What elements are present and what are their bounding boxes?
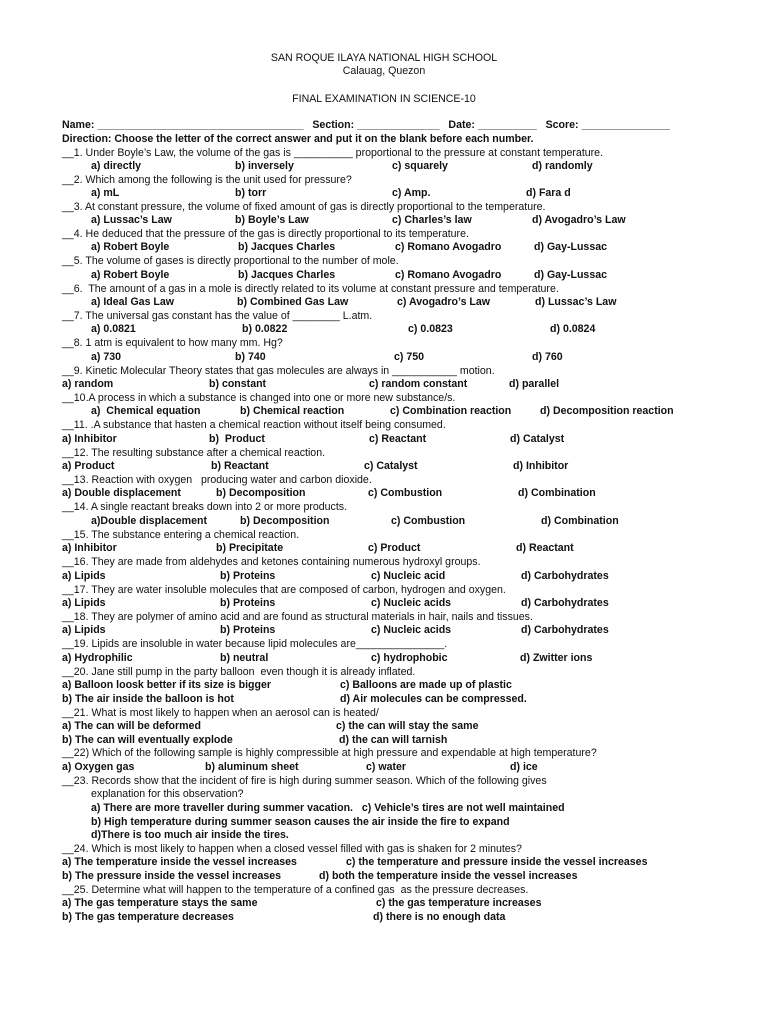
answer-option: a) Ideal Gas Law	[91, 296, 175, 308]
question-text: __20. Jane still pump in the party balloon even though it is already inflated.	[62, 666, 416, 678]
answer-option: b) Proteins	[220, 624, 276, 636]
answer-option: d)There is too much air inside the tires.	[91, 829, 289, 841]
answer-option: b) The can will eventually explode	[62, 734, 233, 746]
answer-option: a) Lussac’s Law	[91, 214, 172, 226]
answer-option: c) water	[366, 761, 407, 773]
answer-option: d) Air molecules can be compressed.	[340, 693, 527, 705]
answer-option: a) Product	[62, 460, 115, 472]
answer-option: c) Nucleic acids	[371, 624, 452, 636]
question-text: __18. They are polymer of amino acid and are found as structural materials in hair, nails and tissues.	[62, 611, 533, 623]
answer-option: d) Combination	[518, 487, 596, 499]
question-text: __23. Records show that the incident of fire is high during summer season. Which of the following gives	[62, 775, 547, 787]
answer-option: c) Avogadro’s Law	[397, 296, 491, 308]
answer-option: d) 760	[532, 351, 563, 363]
question-text: __19. Lipids are insoluble in water because lipid molecules are_______________.	[62, 638, 448, 650]
question-text: __25. Determine what will happen to the temperature of a confined gas as the pressure decreases.	[62, 884, 529, 896]
question-text: __3. At constant pressure, the volume of fixed amount of gas is directly proportional to the temperature.	[62, 201, 546, 213]
answer-option: d) Decomposition reaction	[540, 405, 674, 417]
answer-option: a) Lipids	[62, 624, 106, 636]
answer-option: b) Combined Gas Law	[237, 296, 349, 308]
answer-option: b) aluminum sheet	[205, 761, 299, 773]
answer-option: d) Reactant	[516, 542, 574, 554]
answer-option: d) there is no enough data	[373, 911, 506, 923]
answer-option: a) Hydrophilic	[62, 652, 133, 664]
answer-option: b) Reactant	[211, 460, 269, 472]
answer-option: b) 0.0822	[242, 323, 288, 335]
answer-option: a) Oxygen gas	[62, 761, 135, 773]
answer-option: b) High temperature during summer season causes the air inside the fire to expand	[91, 816, 510, 828]
answer-option: d) 0.0824	[550, 323, 596, 335]
question-text: __22) Which of the following sample is highly compressible at high pressure and expendable at high temperature?	[62, 747, 597, 759]
answer-option: d) ice	[510, 761, 538, 773]
question-text: __2. Which among the following is the unit used for pressure?	[62, 174, 352, 186]
answer-option: a) Robert Boyle	[91, 241, 170, 253]
answer-option: d) both the temperature inside the vessel increases	[319, 870, 578, 882]
answer-option: d) Inhibitor	[513, 460, 569, 472]
answer-option: a) 730	[91, 351, 122, 363]
directions: Direction: Choose the letter of the correct answer and put it on the blank before each number.	[62, 133, 534, 145]
answer-option: a) Lipids	[62, 570, 106, 582]
question-text: __14. A single reactant breaks down into 2 or more products.	[62, 501, 348, 513]
question-text: __16. They are made from aldehydes and ketones containing numerous hydroxyl groups.	[62, 556, 481, 568]
answer-option: d) Fara d	[526, 187, 571, 199]
question-text: __1. Under Boyle’s Law, the volume of the gas is __________ proportional to the pressure at constant temperature.	[62, 147, 604, 159]
answer-option: c) Balloons are made up of plastic	[340, 679, 512, 691]
answer-option: a) Balloon loosk better if its size is bigger	[62, 679, 271, 691]
answer-option: b) Jacques Charles	[238, 269, 336, 281]
question-text: __6. The amount of a gas in a mole is directly related to its volume at constant pressure and temperature.	[62, 283, 559, 295]
answer-option: a) mL	[91, 187, 120, 199]
answer-option: b) Boyle’s Law	[235, 214, 309, 226]
answer-option: c) squarely	[392, 160, 448, 172]
answer-option: b) neutral	[220, 652, 269, 664]
answer-option: d) Zwitter ions	[520, 652, 593, 664]
school-name: SAN ROQUE ILAYA NATIONAL HIGH SCHOOL	[270, 52, 498, 64]
question-text: __8. 1 atm is equivalent to how many mm. Hg?	[62, 337, 283, 349]
answer-option: d) Gay-Lussac	[534, 269, 608, 281]
answer-option: d) Lussac’s Law	[535, 296, 617, 308]
answer-option: c) Combination reaction	[390, 405, 512, 417]
answer-option: b) The pressure inside the vessel increases	[62, 870, 282, 882]
answer-option: d) Carbohydrates	[521, 597, 609, 609]
answer-option: d) Combination	[541, 515, 619, 527]
answer-option: a) Inhibitor	[62, 433, 117, 445]
answer-option: d) Carbohydrates	[521, 624, 609, 636]
answer-option: d) Gay-Lussac	[534, 241, 608, 253]
answer-option: a) Robert Boyle	[91, 269, 170, 281]
answer-option: c) random constant	[369, 378, 468, 390]
answer-option: d) Carbohydrates	[521, 570, 609, 582]
answer-option: c) 750	[394, 351, 425, 363]
answer-option: a) Inhibitor	[62, 542, 117, 554]
answer-option: c) the can will stay the same	[336, 720, 479, 732]
answer-option: a) Double displacement	[62, 487, 181, 499]
answer-option: a) There are more traveller during summer vacation. c) Vehicle’s tires are not well maintained	[91, 802, 565, 814]
answer-option: a) Chemical equation	[91, 405, 201, 417]
answer-option: b) Precipitate	[216, 542, 284, 554]
answer-option: c) Combustion	[368, 487, 443, 499]
answer-option: b) The air inside the balloon is hot	[62, 693, 234, 705]
answer-option: b) Product	[209, 433, 265, 445]
question-text: __9. Kinetic Molecular Theory states that gas molecules are always in ___________ motion.	[62, 365, 495, 377]
answer-option: b) constant	[209, 378, 267, 390]
question-text: __17. They are water insoluble molecules that are composed of carbon, hydrogen and oxygen.	[62, 584, 506, 596]
question-text: __7. The universal gas constant has the value of ________ L.atm.	[62, 310, 373, 322]
answer-option: b) Proteins	[220, 570, 276, 582]
answer-option: d) Avogadro’s Law	[532, 214, 626, 226]
answer-option: c) Amp.	[392, 187, 431, 199]
answer-option: a) 0.0821	[91, 323, 136, 335]
question-text: explanation for this observation?	[91, 788, 244, 800]
answer-option: b) Decomposition	[240, 515, 330, 527]
answer-option: c) Romano Avogadro	[395, 269, 502, 281]
answer-option: c) Romano Avogadro	[395, 241, 502, 253]
student-info-line: Name: ___________________________________ Section: ______________ Date: __________ Score: _______________	[62, 119, 670, 131]
answer-option: c) hydrophobic	[371, 652, 448, 664]
answer-option: d) Catalyst	[510, 433, 565, 445]
answer-option: d) the can will tarnish	[339, 734, 448, 746]
question-text: __13. Reaction with oxygen producing water and carbon dioxide.	[62, 474, 372, 486]
answer-option: c) Combustion	[391, 515, 466, 527]
question-text: __21. What is most likely to happen when an aerosol can is heated/	[62, 707, 379, 719]
answer-option: c) the gas temperature increases	[376, 897, 542, 909]
answer-option: a) random	[62, 378, 114, 390]
question-text: __15. The substance entering a chemical reaction.	[62, 529, 300, 541]
answer-option: c) Catalyst	[364, 460, 418, 472]
question-text: __12. The resulting substance after a chemical reaction.	[62, 447, 326, 459]
question-text: __24. Which is most likely to happen when a closed vessel filled with gas is shaken for 2 minutes?	[62, 843, 522, 855]
answer-option: a) The gas temperature stays the same	[62, 897, 258, 909]
answer-option: c) Nucleic acid	[371, 570, 446, 582]
answer-option: b) Chemical reaction	[240, 405, 345, 417]
answer-option: b) The gas temperature decreases	[62, 911, 234, 923]
answer-option: c) 0.0823	[408, 323, 453, 335]
answer-option: a) directly	[91, 160, 142, 172]
question-text: __4. He deduced that the pressure of the gas is directly proportional to its temperature.	[62, 228, 469, 240]
answer-option: c) Charles’s law	[392, 214, 472, 226]
question-text: __11. .A substance that hasten a chemical reaction without itself being consumed.	[62, 419, 446, 431]
exam-title: FINAL EXAMINATION IN SCIENCE-10	[292, 93, 476, 105]
answer-option: c) Product	[368, 542, 421, 554]
answer-option: a)Double displacement	[91, 515, 207, 527]
answer-option: b) Proteins	[220, 597, 276, 609]
answer-option: d) randomly	[532, 160, 593, 172]
answer-option: c) the temperature and pressure inside the vessel increases	[346, 856, 648, 868]
answer-option: a) Lipids	[62, 597, 106, 609]
answer-option: d) parallel	[509, 378, 560, 390]
answer-option: b) inversely	[235, 160, 294, 172]
answer-option: c) Reactant	[369, 433, 427, 445]
answer-option: b) Jacques Charles	[238, 241, 336, 253]
answer-option: b) Decomposition	[216, 487, 306, 499]
question-text: __10.A process in which a substance is changed into one or more new substance/s.	[62, 392, 456, 404]
answer-option: b) torr	[235, 187, 267, 199]
answer-option: a) The temperature inside the vessel increases	[62, 856, 297, 868]
answer-option: c) Nucleic acids	[371, 597, 452, 609]
answer-option: b) 740	[235, 351, 266, 363]
school-location: Calauag, Quezon	[342, 65, 426, 77]
question-text: __5. The volume of gases is directly proportional to the number of mole.	[62, 255, 399, 267]
answer-option: a) The can will be deformed	[62, 720, 201, 732]
